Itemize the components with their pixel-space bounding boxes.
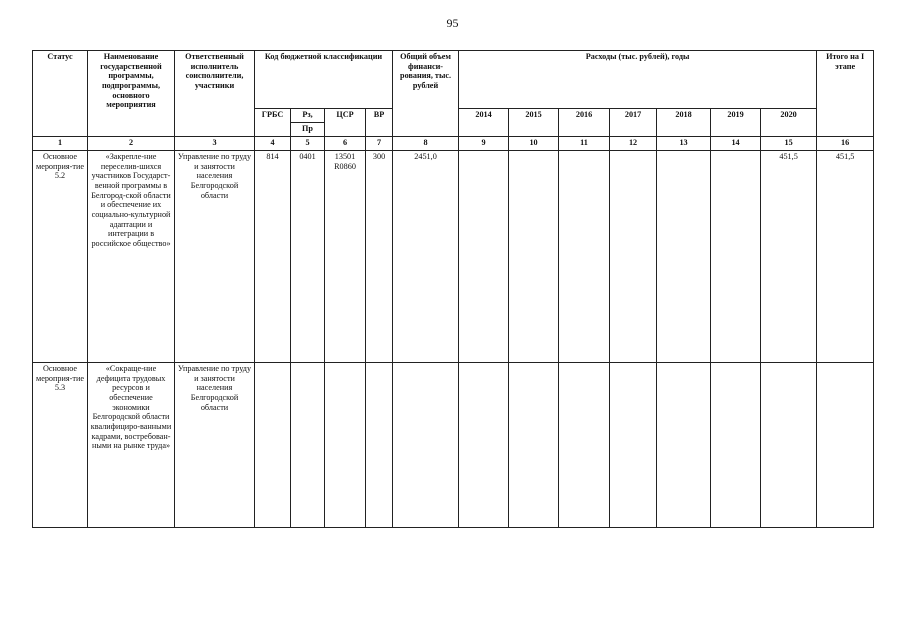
row-2019 [711, 363, 761, 528]
header-year-2017: 2017 [610, 109, 657, 137]
header-year-2014: 2014 [459, 109, 509, 137]
row-2016 [559, 363, 610, 528]
row-2015 [509, 151, 559, 363]
row-csr [325, 363, 366, 528]
col-number: 16 [817, 137, 874, 151]
col-number: 12 [610, 137, 657, 151]
header-responsible: Ответственный исполнитель соисполнители, участники [175, 51, 255, 137]
row-csr: 13501 R0860 [325, 151, 366, 363]
col-number: 7 [366, 137, 393, 151]
row-name: «Сокраще-ние дефицита трудовых ресурсов и обеспечение экономики Белгородской области квалифициро-ванными кадрами, востребован-ными на рынке труда» [88, 363, 175, 528]
col-number: 9 [459, 137, 509, 151]
row-2018 [657, 151, 711, 363]
row-2014 [459, 363, 509, 528]
row-responsible: Управление по труду и занятости населения Белгородской области [175, 363, 255, 528]
row-responsible: Управление по труду и занятости населения Белгородской области [175, 151, 255, 363]
header-grbs: ГРБС [255, 109, 291, 137]
header-expenses: Расходы (тыс. рублей), годы [459, 51, 817, 109]
row-2017 [610, 151, 657, 363]
row-vr [366, 363, 393, 528]
row-rzpr: 0401 [291, 151, 325, 363]
col-number: 8 [393, 137, 459, 151]
col-number: 3 [175, 137, 255, 151]
col-number: 11 [559, 137, 610, 151]
col-number: 6 [325, 137, 366, 151]
header-rz: Рз, [291, 109, 325, 123]
header-budget-code: Код бюджетной классификации [255, 51, 393, 109]
row-2018 [657, 363, 711, 528]
col-number: 2 [88, 137, 175, 151]
row-status: Основное мероприя-тие 5.2 [33, 151, 88, 363]
header-year-2020: 2020 [761, 109, 817, 137]
header-stage-total: Итого на I этапе [817, 51, 874, 137]
col-number: 15 [761, 137, 817, 151]
col-number: 4 [255, 137, 291, 151]
table-row [33, 151, 874, 363]
row-rzpr [291, 363, 325, 528]
header-year-2019: 2019 [711, 109, 761, 137]
header-total-funding: Общий объем финанси-рования, тыс. рублей [393, 51, 459, 137]
row-vr: 300 [366, 151, 393, 363]
header-pr: Пр [291, 123, 325, 137]
header-year-2018: 2018 [657, 109, 711, 137]
row-2016 [559, 151, 610, 363]
row-status: Основное мероприя-тие 5.3 [33, 363, 88, 528]
col-number: 5 [291, 137, 325, 151]
col-number: 10 [509, 137, 559, 151]
row-2019 [711, 151, 761, 363]
row-2017 [610, 363, 657, 528]
row-total: 2451,0 [393, 151, 459, 363]
row-2015 [509, 363, 559, 528]
budget-table [32, 50, 874, 528]
row-grbs: 814 [255, 151, 291, 363]
header-vr: ВР [366, 109, 393, 137]
table-row [33, 363, 874, 528]
col-number: 13 [657, 137, 711, 151]
header-status: Статус [33, 51, 88, 137]
col-number: 1 [33, 137, 88, 151]
row-2020: 451,5 [761, 151, 817, 363]
header-name: Наименование государственной программы, подпрограммы, основного мероприятия [88, 51, 175, 137]
row-name: «Закрепле-ние переселив-шихся участников Государст-венной программы в Белгород-ской области и обеспечение их социально-культурной адаптации и интеграции в российское общество» [88, 151, 175, 363]
col-number: 14 [711, 137, 761, 151]
row-2014 [459, 151, 509, 363]
row-2020 [761, 363, 817, 528]
row-grbs [255, 363, 291, 528]
header-year-2016: 2016 [559, 109, 610, 137]
row-stage-total [817, 363, 874, 528]
row-total [393, 363, 459, 528]
header-year-2015: 2015 [509, 109, 559, 137]
page-number: 95 [446, 16, 459, 30]
header-csr: ЦСР [325, 109, 366, 137]
row-stage-total: 451,5 [817, 151, 874, 363]
